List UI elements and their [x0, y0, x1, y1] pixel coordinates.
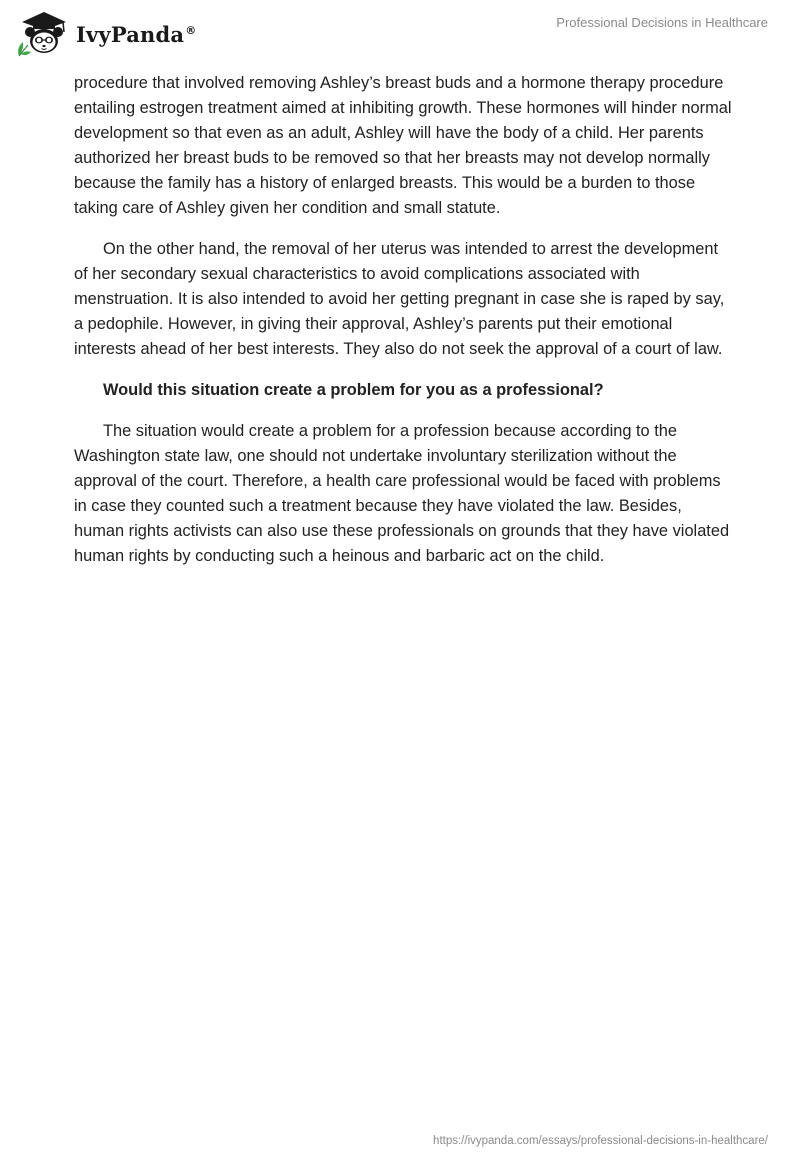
- essay-paragraph: procedure that involved removing Ashley’s breast buds and a hormone therapy procedure entailing estrogen treatment aimed at inhibiting growth. These hormones will hinder normal development so that even as an adult, Ashley will have the body of a child. Her parents authorized her breast buds to be removed so that her breasts may not develop normally because the family has a history of enlarged breasts. This would be a burden to those taking care of Ashley given her condition and small statute.: [74, 74, 732, 217]
- essay-paragraph: The situation would create a problem for a profession because according to the Washington state law, one should not undertake involuntary sterilization without the approval of the court. Therefore, a health care professional would be faced with problems in case they counted such a treatment because they have violated the law. Besides, human rights activists can also use these professionals on grounds that they have violated human rights by conducting such a heinous and barbaric act on the child.: [74, 422, 730, 565]
- source-url[interactable]: https://ivypanda.com/essays/professional-decisions-in-healthcare/: [433, 1135, 768, 1147]
- registered-mark: ®: [185, 23, 197, 37]
- document-title: Professional Decisions in Healthcare: [556, 15, 768, 30]
- brand-logo[interactable]: [14, 8, 196, 58]
- essay-paragraph: On the other hand, the removal of her uterus was intended to arrest the development of her secondary sexual characteristics to avoid complications associated with menstruation. It is also intended to avoid her getting pregnant in case she is raped by say, a pedophile. However, in giving their approval, Ashley’s parents put their emotional interests ahead of her best interests. They also do not seek the approval of a court of law.: [74, 240, 725, 358]
- section-question-heading: Would this situation create a problem for you as a professional?: [103, 381, 604, 399]
- panda-graduate-icon: [14, 8, 72, 58]
- essay-body: [74, 71, 734, 585]
- brand-name: IvyPanda®: [76, 21, 197, 47]
- page-header: [0, 0, 800, 70]
